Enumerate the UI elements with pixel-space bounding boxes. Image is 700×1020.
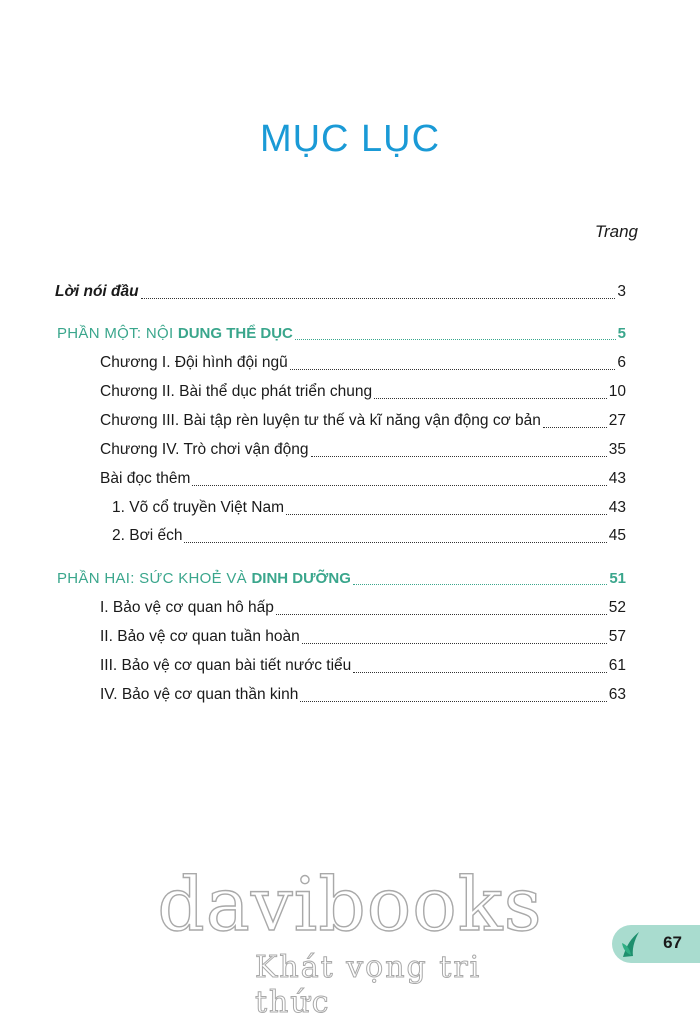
toc-entry-label: III. Bảo vệ cơ quan bài tiết nước tiểu — [100, 657, 352, 674]
toc-part-label: PHẦN HAI: SỨC KHOẺ VÀ DINH DƯỠNG — [57, 570, 351, 587]
toc-entry-page: 63 — [608, 686, 626, 703]
toc-entry-page: 61 — [608, 657, 626, 674]
leader-dots — [141, 298, 616, 299]
toc-entry-label: 2. Bơi ếch — [112, 527, 183, 544]
toc-entry[interactable] — [112, 499, 626, 517]
leaf-icon — [620, 929, 642, 964]
leader-dots — [300, 701, 606, 702]
page-number-tab — [612, 925, 700, 963]
leader-dots — [276, 614, 607, 615]
toc-entry[interactable] — [100, 383, 626, 401]
toc-entry[interactable] — [100, 628, 626, 646]
page-column-label: Trang — [594, 222, 638, 241]
leader-dots — [290, 369, 616, 370]
toc-entry-page: 27 — [608, 412, 626, 429]
toc-entry[interactable] — [112, 527, 626, 545]
watermark-slogan: Khát vọng tri thức — [255, 950, 482, 1020]
toc-part-two[interactable] — [57, 570, 626, 587]
toc-part-page: 51 — [609, 570, 626, 587]
toc-entry-intro[interactable] — [55, 283, 626, 301]
toc-part-label: PHẦN MỘT: NỘI DUNG THỂ DỤC — [57, 325, 293, 342]
leader-dots — [543, 427, 607, 428]
toc-entry-label: II. Bảo vệ cơ quan tuần hoàn — [100, 628, 300, 645]
toc-entry-page: 35 — [608, 441, 626, 458]
leader-dots — [295, 339, 616, 340]
leader-dots — [192, 485, 606, 486]
toc-entry-label: 1. Võ cổ truyền Việt Nam — [112, 499, 285, 516]
toc-part-one[interactable] — [57, 325, 626, 342]
toc-entry[interactable] — [100, 599, 626, 617]
toc-entry[interactable] — [100, 354, 626, 372]
toc-entry-label: Chương III. Bài tập rèn luyện tư thế và kĩ năng vận động cơ bản — [100, 412, 541, 429]
toc-entry[interactable] — [100, 412, 626, 430]
toc-entry-page: 45 — [608, 527, 626, 544]
toc-entry-label: IV. Bảo vệ cơ quan thần kinh — [100, 686, 299, 703]
leader-dots — [302, 643, 607, 644]
leader-dots — [286, 514, 607, 515]
toc-entry-label: Bài đọc thêm — [100, 470, 191, 487]
toc-entry[interactable] — [100, 470, 626, 488]
toc-entry-page: 6 — [617, 354, 626, 371]
toc-entry-page: 10 — [608, 383, 626, 400]
toc-part-page: 5 — [617, 325, 626, 342]
watermark-brand: davibooks — [157, 862, 543, 948]
toc-entry-label: Chương IV. Trò chơi vận động — [100, 441, 309, 458]
leader-dots — [311, 456, 607, 457]
toc-entry-page: 3 — [617, 283, 626, 300]
page-title: MỤC LỤC — [259, 118, 441, 160]
leader-dots — [184, 542, 606, 543]
leader-dots — [353, 584, 607, 585]
toc-entry[interactable] — [100, 441, 626, 459]
toc-entry-page: 43 — [608, 499, 626, 516]
toc-entry[interactable] — [100, 657, 626, 675]
toc-entry-page: 57 — [608, 628, 626, 645]
toc-entry-label: I. Bảo vệ cơ quan hô hấp — [100, 599, 274, 616]
toc-entry-label: Chương II. Bài thể dục phát triển chung — [100, 383, 373, 400]
page-number: 67 — [663, 933, 682, 952]
toc-entry-label: Lời nói đầu — [55, 283, 139, 300]
toc-entry-label: Chương I. Đội hình đội ngũ — [100, 354, 288, 371]
leader-dots — [353, 672, 606, 673]
toc-entry-page: 43 — [608, 470, 626, 487]
toc-entry-page: 52 — [608, 599, 626, 616]
leader-dots — [374, 398, 607, 399]
toc-entry[interactable] — [100, 686, 626, 704]
